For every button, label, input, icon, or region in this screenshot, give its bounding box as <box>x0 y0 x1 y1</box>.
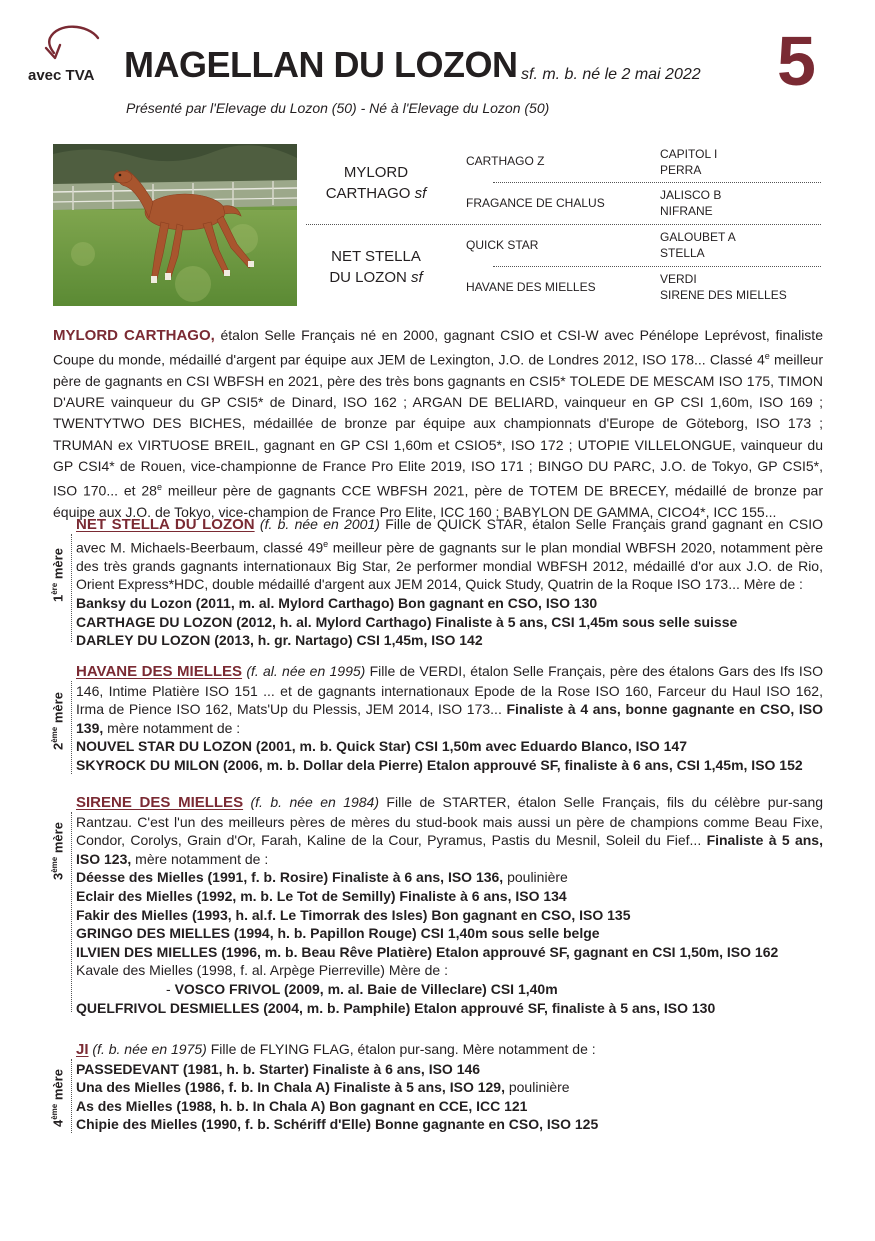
section-divider <box>71 812 72 1012</box>
mere-details: (f. b. née en 2001) <box>259 516 380 532</box>
mere-section-3 <box>76 793 823 1017</box>
great-grandparent-6: STELLA <box>660 246 705 260</box>
sub-produce-item: - VOSCO FRIVOL (2009, m. al. Baie de Villeclare) CSI 1,40m <box>166 980 558 997</box>
pedigree-divider-main <box>306 224 821 225</box>
mere-section-1: NET STELLA DU LOZON (f. b. née en 2001) Fille de QUICK STAR, étalon Selle Français grand gagnant en CSIO avec M. Michaels-Beerbaum, classé 49e meilleur père de gagnants sur le plan mondial WBFSH 2020, notamment père des très grands gagnants internationaux Big Star, 2e performer mondial WBFSH 2012, médaillé d'or aux J.O. de Rio, Orient Express*HDC, double médaillé d'argent aux JEM 2014, Quick Study, Quatrin de la Roque ISO 173... Mère de : Banksy du Lozon (2011, m. al. Mylord Carthago) Bon gagnant en CSO, ISO 130 CARTHAGE DU LOZON (2012, h. al. Mylord Carthago) Finaliste à 5 ans, CSI 1,45m sous selle suisse DARLEY DU LOZON (2013, h. gr. Nartago) CSI 1,45m, ISO 142 <box>76 516 824 649</box>
section-divider <box>71 1059 72 1133</box>
curved-arrow-icon <box>30 22 102 68</box>
dam-name-line2: DU LOZON <box>329 269 407 286</box>
sire-bio-text: meilleur père de gagnants en CSI WBFSH en 2021, père des très bons gagnants en CSI5* TOLEDE DE MESCAM ISO 175, TIMON D'AURE vainqueur du GP CSI5* de Dinard, ISO 162 ; ARGAN DE BELIARD, vainqueur en GP CSI 1,60m, ISO 169 ; TWENTYTWO DES BICHES, médaillée de bronze par équipe aux championnats d'Europe de Göteborg, ISO 173 ; TRUMAN ex VIRTUOSE BREIL, gagnant en GP CSI 1,60m et CSIO5*, ISO 172 ; UTOPIE VILLELONGUE, vainqueur du GP CSI4* de Rouen, vice-championne de France Pro Elite 2019, ISO 171 ; BINGO DU PARC, J.O. de Tokyo, GP CSI5*, ISO 170... et 28 <box>53 351 824 499</box>
produce-item: ILVIEN DES MIELLES (1996, m. b. Beau Rêve Platière) Etalon approuvé SF, gagnant en CSI 1,50m, ISO 162 <box>76 943 779 960</box>
horse-photo <box>53 144 297 306</box>
great-grandparent-1: CAPITOL I <box>660 147 718 161</box>
pedigree-divider <box>493 266 821 267</box>
great-grandparent-8: SIRENE DES MIELLES <box>660 288 787 302</box>
superscript: e <box>764 351 770 362</box>
sire-bio-text: étalon Selle Français né en 2000, gagnant CSIO et CSI-W avec Pénélope Leprévost, finaliste Coupe du monde, médaillé d'argent par équipe aux JEM de Lexington, J.O. de Londres 2012, ISO 178... Classé 4 <box>53 327 823 368</box>
sire-bio-name: MYLORD CARTHAGO, <box>53 327 215 344</box>
produce-item: Una des Mielles (1986, f. b. In Chala A) Finaliste à 5 ans, ISO 129, poulinière <box>76 1079 570 1096</box>
produce-item: NOUVEL STAR DU LOZON (2001, m. b. Quick Star) CSI 1,50m avec Eduardo Blanco, ISO 147 <box>76 738 687 755</box>
dam-suffix: sf <box>411 269 423 286</box>
section-divider <box>71 534 72 642</box>
sire-name-line1: MYLORD <box>343 164 409 181</box>
produce-item: Banksy du Lozon (2011, m. al. Mylord Carthago) Bon gagnant en CSO, ISO 130 <box>76 595 598 612</box>
produce-item: DARLEY DU LOZON (2013, h. gr. Nartago) CSI 1,45m, ISO 142 <box>76 632 483 649</box>
produce-item: GRINGO DES MIELLES (1994, h. b. Papillon Rouge) CSI 1,40m sous selle belge <box>76 925 600 942</box>
mere-text: meilleur père de gagnants sur le plan mondial WBFSH 2020, notamment père des très grands gagnants internationaux Big Star, 2e performer mondial WBFSH 2012, médaillé d'or aux J.O. de Rio, Orient Express*HDC, double médaillé d'argent aux JEM 2014, Quick Study, Quatrin de la Roque ISO 173... Mère de : <box>76 539 824 593</box>
lot-number: 5 <box>777 22 816 100</box>
foal-image <box>53 144 297 306</box>
great-grandparent-7: VERDI <box>660 272 697 286</box>
mere-section-4 <box>76 1040 823 1134</box>
sire-bio-text: meilleur père de gagnants CCE WBFSH 2021, père de TOTEM DE BRECEY, médaillé de bronze par équipe aux J.O. de Tokyo, vice-champion de France Pro Elite, ICC 160 ; BABYLON DE GAMMA, CICO4*, ICC 155... <box>53 482 823 520</box>
mere-highlight: Finaliste à 4 ans, bonne gagnante en CSO, ISO 139, <box>76 701 823 736</box>
mere-text: Fille de FLYING FLAG, étalon pur-sang. Mère notamment de : <box>206 1041 596 1057</box>
mere-label-2: 2ème mère <box>50 692 66 750</box>
mere-text: Fille de VERDI, étalon Selle Français, père des étalons Gars des Ifs ISO 146, Intime Platière ISO 151 ... et de gagnants internationaux Epode de la Rose ISO 160, Farceur du Haul ISO 162, Irma de Pience ISO 162, Mats'Up du Plessis, JEM 2014, ISO 173... <box>76 663 824 718</box>
grandparent-3: QUICK STAR <box>466 238 539 252</box>
great-grandparent-2: PERRA <box>660 163 702 177</box>
produce-item: Kavale des Mielles (1998, f. al. Arpège Pierreville) Mère de : <box>76 962 448 979</box>
grandparent-4: HAVANE DES MIELLES <box>466 280 596 294</box>
produce-item: CARTHAGE DU LOZON (2012, h. al. Mylord Carthago) Finaliste à 5 ans, CSI 1,45m sous selle suisse <box>76 613 738 630</box>
dam-name-line1: NET STELLA <box>331 248 421 265</box>
produce-item: Chipie des Mielles (1990, f. b. Schériff d'Elle) Bonne gagnante en CSO, ISO 125 <box>76 1116 599 1133</box>
mere-highlight: Finaliste à 5 ans, ISO 123, <box>76 832 823 867</box>
mere-text: Fille de QUICK STAR, étalon Selle Français grand gagnant en CSIO avec M. Michaels-Beerbaum, classé 49 <box>76 516 823 556</box>
produce-item: Déesse des Mielles (1991, f. b. Rosire) Finaliste à 6 ans, ISO 136, poulinière <box>76 869 568 886</box>
produce-item: PASSEDEVANT (1981, h. b. Starter) Finaliste à 6 ans, ISO 146 <box>76 1060 481 1077</box>
superscript: e <box>156 482 162 493</box>
section-divider <box>71 681 72 774</box>
produce-item: Fakir des Mielles (1993, h. al.f. Le Timorrak des Isles) Bon gagnant en CSO, ISO 135 <box>76 906 631 923</box>
mere-details: (f. al. née en 1995) <box>246 663 366 679</box>
mere-label-1: 1ère mère <box>50 548 66 602</box>
sire-suffix: sf <box>414 185 427 202</box>
produce-item: As des Mielles (1988, h. b. In Chala A) Bon gagnant en CCE, ICC 121 <box>76 1097 528 1114</box>
great-grandparent-5: GALOUBET A <box>660 230 736 244</box>
mere-section-2 <box>76 662 823 775</box>
horse-details: sf. m. b. né le 2 mai 2022 <box>521 66 701 83</box>
produce-item: SKYROCK DU MILON (2006, m. b. Dollar dela Pierre) Etalon approuvé SF, finaliste à 6 ans, CSI 1,45m, ISO 152 <box>76 756 803 773</box>
dam-name <box>306 246 446 288</box>
mere-text: Fille de STARTER, étalon Selle Français, fils du célèbre pur-sang Rantzau. C'est l'un des meilleurs pères de mères du stud-book mais aussi un père de champions comme Beau Fixe, Condor, Corolys, Grain d'Or, Farah, Kaline de la Cour, Pyramus, Pastis du Mesnil, Soleil du Fief... <box>76 794 824 849</box>
mere-label-4: 4ème mère <box>50 1069 66 1127</box>
horse-name: MAGELLAN DU LOZON <box>124 44 518 85</box>
mere-text: mère notamment de : <box>131 850 269 867</box>
grandparent-1: CARTHAGO Z <box>466 154 545 168</box>
mere-label-3: 3ème mère <box>50 822 66 880</box>
sire-name <box>306 162 446 204</box>
mere-details: (f. b. née en 1975) <box>92 1041 207 1057</box>
sire-name-line2: CARTHAGO <box>325 185 411 202</box>
presented-by: Présenté par l'Elevage du Lozon (50) - Né à l'Elevage du Lozon (50) <box>126 100 550 116</box>
mere-name: SIRENE DES MIELLES <box>76 794 244 811</box>
tva-label: avec TVA <box>28 67 95 84</box>
mere-name: HAVANE DES MIELLES <box>76 663 243 680</box>
mere-name: NET STELLA DU LOZON <box>76 516 255 533</box>
great-grandparent-3: JALISCO B <box>660 188 722 202</box>
produce-item: QUELFRIVOL DESMIELLES (2004, m. b. Pamphile) Etalon approuvé SF, finaliste à 5 ans, ISO 130 <box>76 999 716 1016</box>
mere-text: mère notamment de : <box>103 719 241 736</box>
pedigree-divider <box>493 182 821 183</box>
mere-details: (f. b. née en 1984) <box>250 794 380 810</box>
produce-item: Eclair des Mielles (1992, m. b. Le Tot de Semilly) Finaliste à 6 ans, ISO 134 <box>76 887 567 904</box>
mere-name: JI <box>76 1041 89 1058</box>
grandparent-2: FRAGANCE DE CHALUS <box>466 196 605 210</box>
great-grandparent-4: NIFRANE <box>660 204 713 218</box>
sire-biography <box>53 325 823 523</box>
